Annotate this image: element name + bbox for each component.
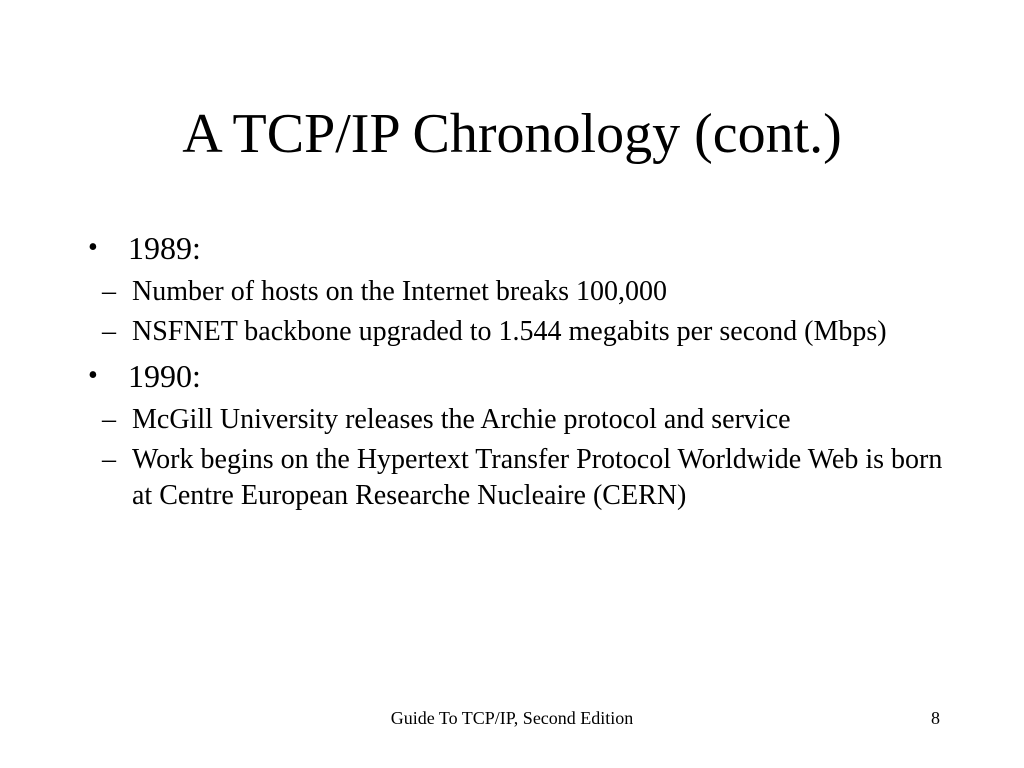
bullet-item <box>88 356 948 514</box>
sub-bullet-item: – NSFNET backbone upgraded to 1.544 megabits per second (Mbps) <box>88 314 948 350</box>
sub-bullet-list <box>88 274 948 350</box>
bullet-text: • 1990: <box>88 356 948 396</box>
sub-bullet-list <box>88 402 948 514</box>
sub-bullet-item: – McGill University releases the Archie protocol and service <box>88 402 948 438</box>
bullet-text: • 1989: <box>88 228 948 268</box>
slide-title: A TCP/IP Chronology (cont.) <box>182 103 842 165</box>
bullet-item <box>88 228 948 350</box>
page-number: 8 <box>931 708 940 728</box>
bullet-list <box>88 228 948 520</box>
sub-bullet-item: – Number of hosts on the Internet breaks 100,000 <box>88 274 948 310</box>
sub-bullet-item: – Work begins on the Hypertext Transfer Protocol Worldwide Web is born at Centre European Researche Nucleaire (CERN) <box>88 442 948 514</box>
footer-title: Guide To TCP/IP, Second Edition <box>390 708 634 728</box>
